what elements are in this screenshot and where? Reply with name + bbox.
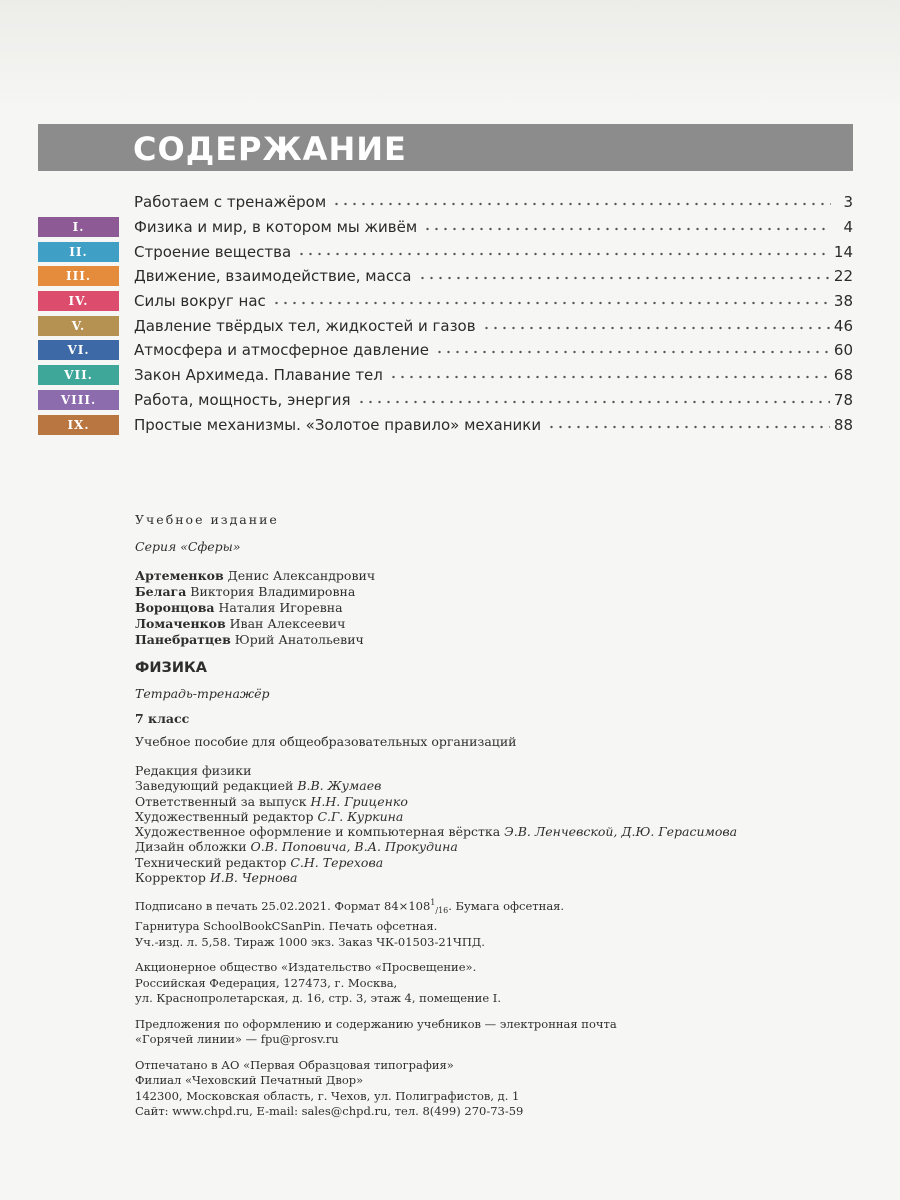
printer-line: Сайт: www.chpd.ru, E-mail: sales@chpd.ru, тел. 8(499) 270-73-59 [135, 1104, 524, 1118]
author-surname: Панебратцев [135, 632, 231, 647]
staff-role: Редакция физики [135, 763, 252, 778]
contents-title: СОДЕРЖАНИЕ [133, 130, 407, 168]
volume-line: Уч.-изд. л. 5,58. Тираж 1000 экз. Заказ ЧК-01503-21ЧПД. [135, 934, 485, 949]
toc-title: Атмосфера и атмосферное давление [134, 341, 435, 359]
chapter-tab: VII. [38, 365, 119, 385]
toc-row[interactable] [38, 264, 853, 289]
table-of-contents [38, 190, 853, 437]
toc-row[interactable] [38, 338, 853, 363]
typeface-line: Гарнитура SchoolBookCSanPin. Печать офсетная. [135, 919, 438, 933]
feedback-line: «Горячей линии» — fpu@prosv.ru [135, 1032, 339, 1046]
toc-page: 4 [831, 218, 853, 236]
staff-person: О.В. Поповича, В.А. Прокудина [250, 839, 458, 855]
author [135, 632, 855, 648]
toc-row[interactable] [38, 388, 853, 413]
author-surname: Белага [135, 584, 187, 599]
printer-line: Филиал «Чеховский Печатный Двор» [135, 1073, 364, 1087]
printer-line: Отпечатано в АО «Первая Образцовая типография» [135, 1057, 454, 1072]
author-surname: Ломаченков [135, 616, 226, 631]
publisher-line: Российская Федерация, 127473, г. Москва, [135, 975, 398, 990]
staff-line [135, 824, 855, 839]
toc-title: Работа, мощность, энергия [134, 391, 357, 409]
book-purpose: Учебное пособие для общеобразовательных организаций [135, 734, 517, 749]
staff-line [135, 778, 855, 793]
chapter-tab: VI. [38, 340, 119, 360]
signed-text-end: . Бумага офсетная. [448, 899, 565, 914]
toc-title: Закон Архимеда. Плавание тел [134, 366, 389, 384]
toc-row[interactable] [38, 190, 853, 215]
author-name: Юрий Анатольевич [234, 632, 364, 647]
toc-page: 60 [830, 341, 853, 359]
chapter-tab: IV. [38, 291, 119, 311]
toc-page: 22 [830, 267, 853, 285]
printer-info [135, 1058, 855, 1120]
edition-label: Учебное издание [135, 512, 279, 527]
toc-page: 3 [831, 193, 853, 211]
contents-header-bar [38, 124, 853, 171]
author-name: Иван Алексеевич [229, 616, 346, 631]
chapter-tab [38, 192, 119, 212]
staff-role: Заведующий редакцией [135, 778, 294, 794]
staff-role: Дизайн обложки [135, 839, 247, 855]
toc-row[interactable] [38, 412, 853, 437]
toc-title: Движение, взаимодействие, масса [134, 267, 418, 285]
staff-line [135, 794, 855, 809]
dot-leader [297, 247, 830, 261]
toc-page: 46 [830, 317, 853, 335]
toc-title: Простые механизмы. «Золотое правило» механики [134, 416, 547, 434]
toc-row[interactable] [38, 215, 853, 240]
toc-title: Силы вокруг нас [134, 292, 272, 310]
staff-role: Ответственный за выпуск [135, 793, 307, 809]
toc-row[interactable] [38, 313, 853, 338]
dot-leader [482, 321, 830, 335]
grade-level: 7 класс [135, 711, 190, 726]
staff-role: Технический редактор [135, 854, 287, 870]
author-name: Виктория Владимировна [190, 584, 356, 599]
toc-title: Давление твёрдых тел, жидкостей и газов [134, 317, 482, 335]
author-surname: Воронцова [135, 600, 215, 615]
publisher-line: ул. Краснопролетарская, д. 16, стр. 3, этаж 4, помещение I. [135, 991, 502, 1005]
dot-leader [357, 395, 830, 409]
top-bleed-area [0, 0, 900, 110]
author [135, 568, 855, 584]
staff-person: С.Г. Куркина [317, 808, 404, 824]
toc-page: 38 [830, 292, 853, 310]
staff-role: Художественное оформление и компьютерная вёрстка [135, 824, 501, 840]
book-title: ФИЗИКА [135, 660, 208, 676]
toc-page: 14 [830, 243, 853, 261]
staff-person: Н.Н. Гриценко [310, 793, 408, 809]
dot-leader [435, 345, 830, 359]
toc-title: Строение вещества [134, 243, 297, 261]
printer-line: 142300, Московская область, г. Чехов, ул. Полиграфистов, д. 1 [135, 1088, 520, 1103]
chapter-tab: III. [38, 266, 119, 286]
author-name: Наталия Игоревна [218, 600, 343, 615]
toc-row[interactable] [38, 363, 853, 388]
chapter-tab: IX. [38, 415, 119, 435]
staff-line [135, 855, 855, 870]
staff-role: Художественный редактор [135, 808, 314, 824]
toc-title: Физика и мир, в котором мы живём [134, 218, 423, 236]
editorial-staff [135, 763, 855, 885]
signed-line [135, 895, 855, 919]
chapter-tab: I. [38, 217, 119, 237]
format-sub: /16 [435, 906, 449, 916]
toc-title: Работаем с тренажёром [134, 193, 332, 211]
dot-leader [418, 271, 830, 285]
imprint-section [135, 512, 855, 1120]
staff-person: С.Н. Терехова [290, 854, 384, 870]
toc-page: 78 [830, 391, 853, 409]
chapter-tab: II. [38, 242, 119, 262]
print-info [135, 895, 855, 950]
staff-line [135, 839, 855, 854]
staff-person: В.В. Жумаев [297, 778, 382, 794]
chapter-tab: V. [38, 316, 119, 336]
publisher-info [135, 960, 855, 1007]
feedback-info [135, 1017, 855, 1048]
dot-leader [332, 197, 831, 211]
author [135, 584, 855, 600]
staff-role: Корректор [135, 870, 206, 886]
series-name: Серия «Сферы» [135, 539, 241, 554]
chapter-tab: VIII. [38, 390, 119, 410]
staff-person: Э.В. Ленчевской, Д.Ю. Герасимова [504, 824, 738, 840]
dot-leader [389, 370, 830, 384]
author-name: Денис Александрович [227, 568, 376, 583]
publisher-line: Акционерное общество «Издательство «Просвещение». [135, 960, 477, 974]
signed-text: Подписано в печать 25.02.2021. Формат 84×108 [135, 899, 431, 914]
staff-line [135, 763, 855, 778]
staff-person: И.В. Чернова [209, 870, 298, 886]
staff-line [135, 870, 855, 885]
dot-leader [547, 420, 830, 434]
dot-leader [423, 222, 831, 236]
toc-row[interactable] [38, 289, 853, 314]
staff-line [135, 809, 855, 824]
toc-page: 88 [830, 416, 853, 434]
authors-list [135, 568, 855, 648]
dot-leader [272, 296, 830, 310]
feedback-line: Предложения по оформлению и содержанию учебников — электронная почта [135, 1016, 617, 1031]
author [135, 600, 855, 616]
author [135, 616, 855, 632]
toc-row[interactable] [38, 239, 853, 264]
toc-page: 68 [830, 366, 853, 384]
author-surname: Артеменков [135, 568, 224, 583]
book-subtitle: Тетрадь-тренажёр [135, 686, 270, 701]
format-sup: 1 [430, 898, 436, 908]
